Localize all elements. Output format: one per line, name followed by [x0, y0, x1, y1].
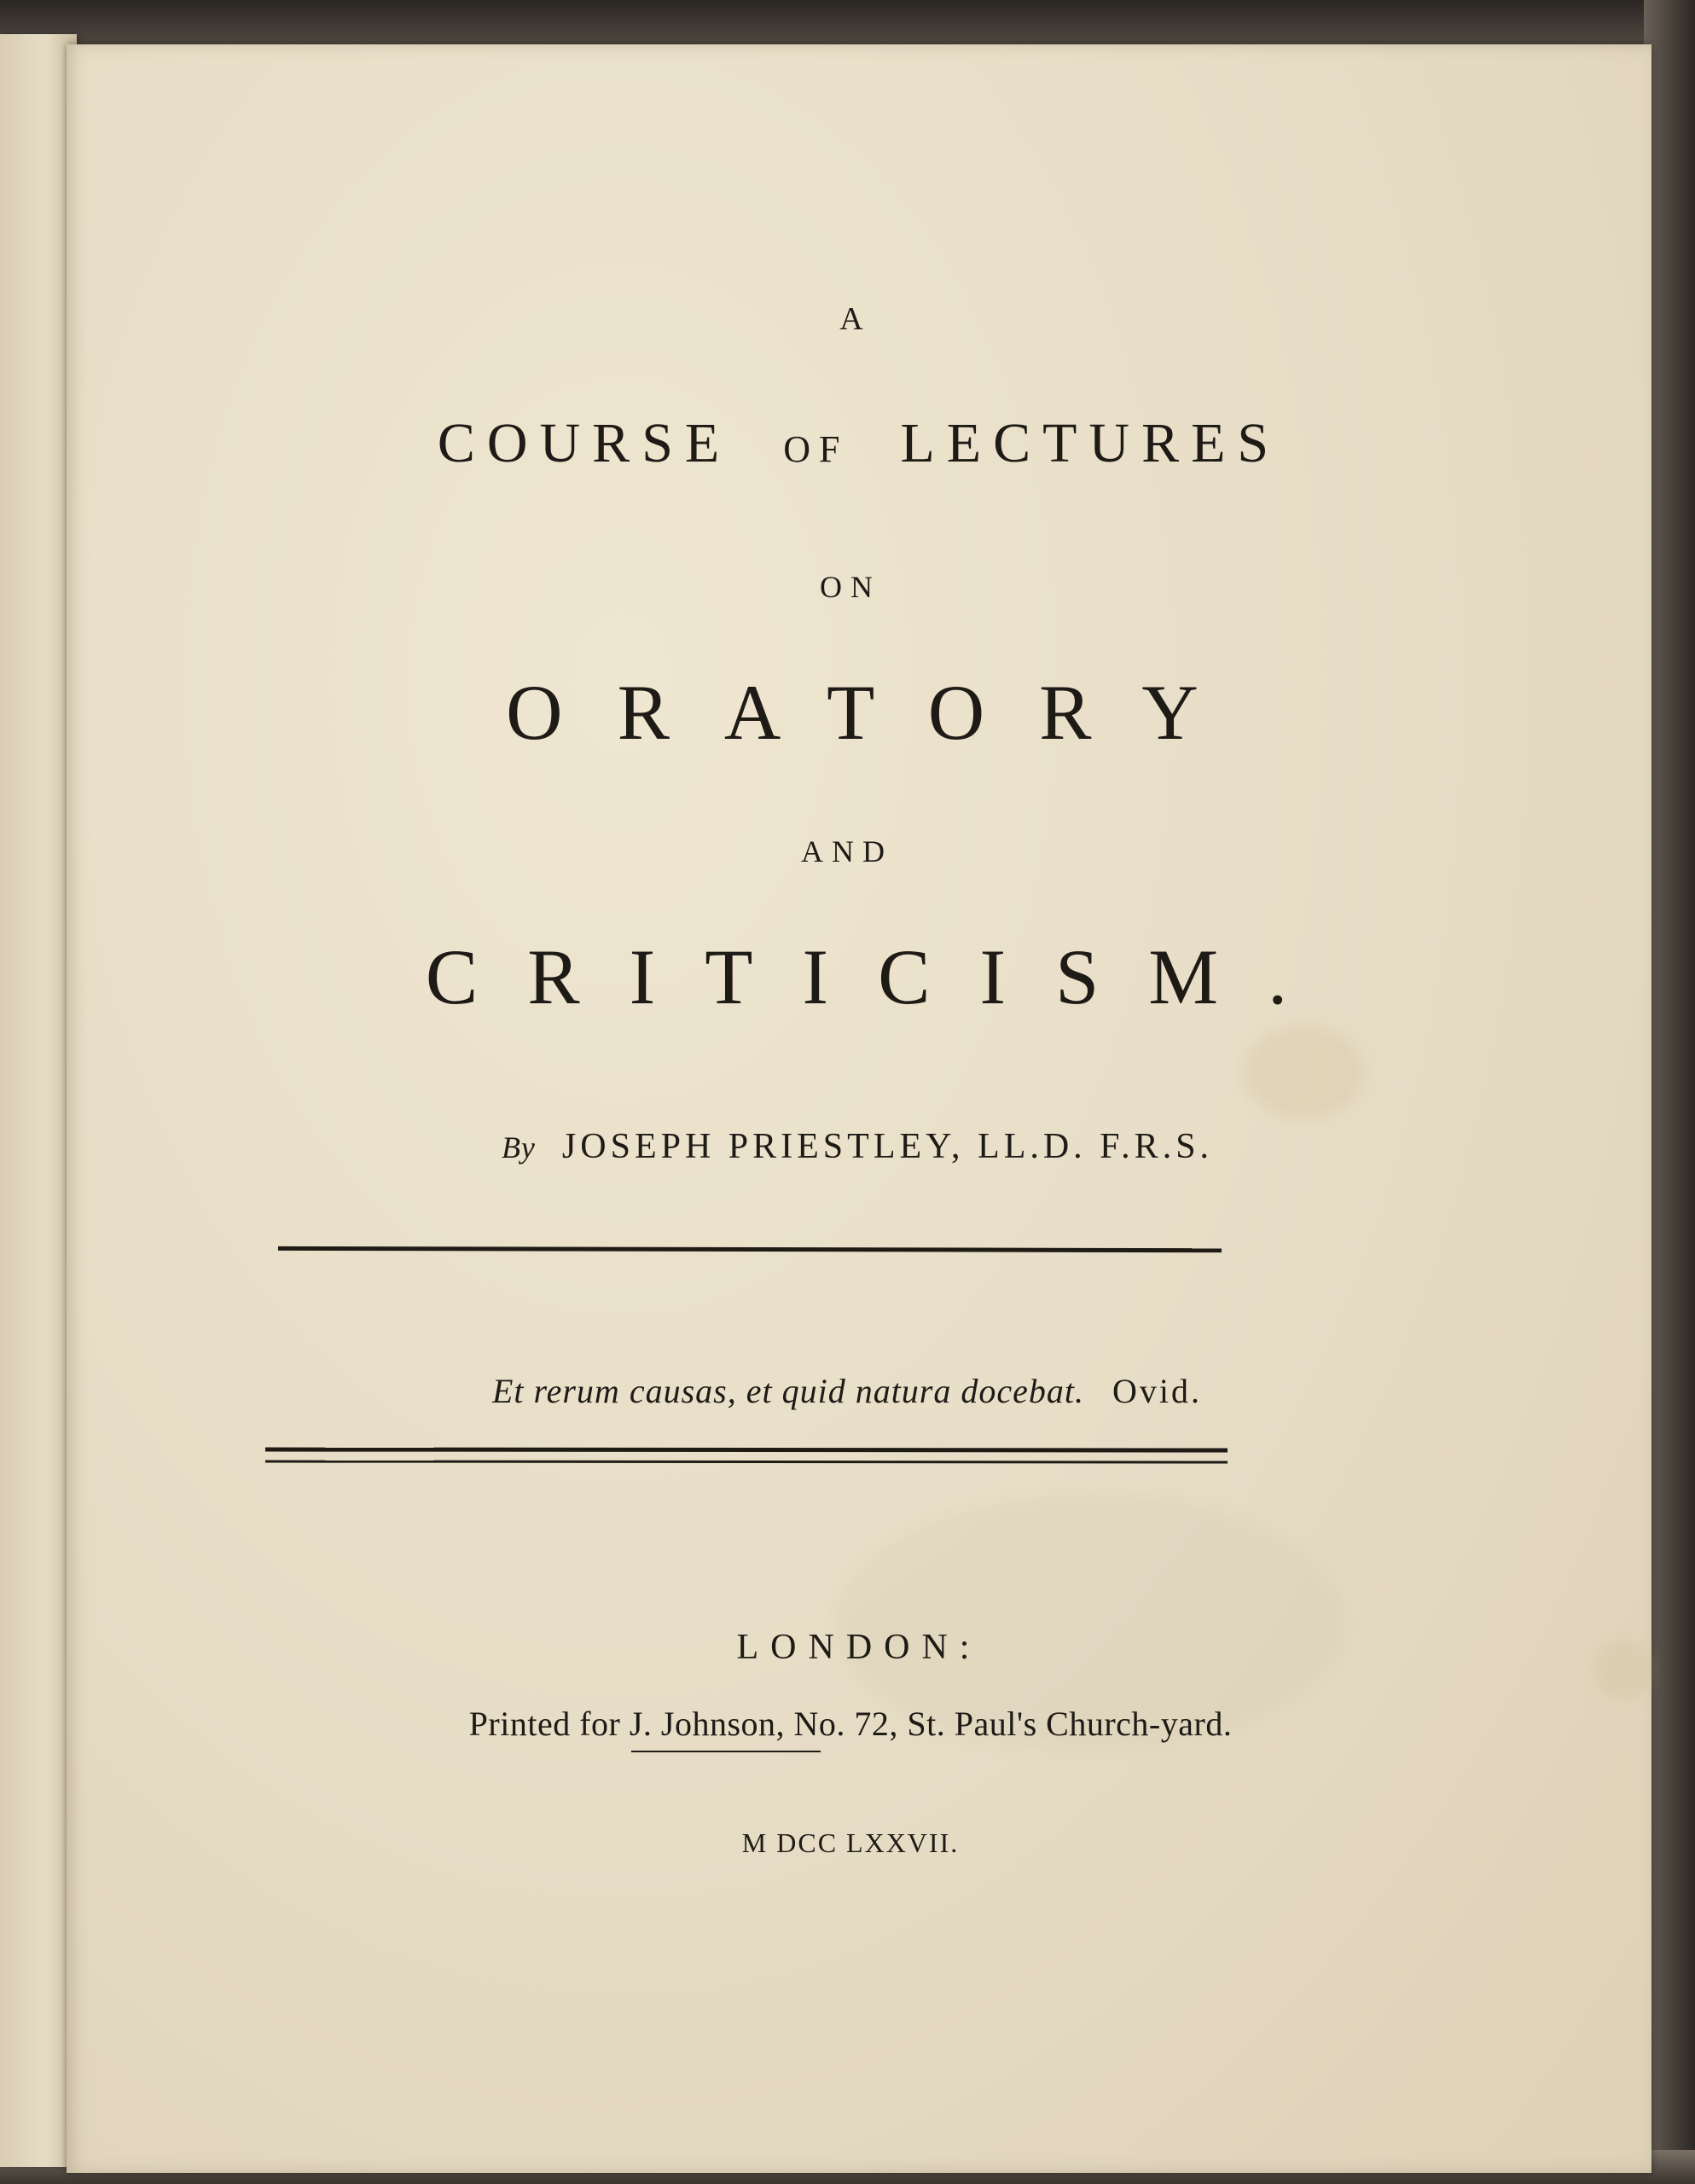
imprint-printer: Printed for J. Johnson, No. 72, St. Paul's Church-yard. — [468, 1705, 1233, 1743]
title-word-of: OF — [783, 428, 849, 470]
title-word-and: AND — [801, 834, 893, 868]
double-rule-top — [265, 1448, 1228, 1453]
title-line-course — [67, 411, 1651, 476]
title-page — [67, 44, 1651, 2173]
background-right — [1644, 0, 1695, 2184]
title-word-course: COURSE — [437, 412, 732, 474]
imprint-city: LONDON: — [736, 1628, 982, 1667]
foxing-spot — [1244, 1025, 1363, 1119]
epigraph — [55, 1371, 1640, 1411]
title-word-criticism: CRITICISM. — [425, 933, 1338, 1020]
author-name: JOSEPH PRIESTLEY, LL.D. F.R.S. — [561, 1127, 1214, 1166]
short-rule — [631, 1751, 821, 1752]
title-word-oratory: ORATORY — [506, 669, 1253, 756]
rule-divider — [278, 1246, 1222, 1252]
imprint-date: M DCC LXXVII. — [741, 1827, 960, 1858]
author-line — [65, 1126, 1650, 1167]
by-word: By — [501, 1130, 536, 1165]
title-word-lectures: LECTURES — [900, 412, 1281, 474]
epigraph-text: Et rerum causas, et quid natura docebat. — [491, 1372, 1084, 1410]
title-article: A — [839, 301, 868, 337]
epigraph-source: Ovid. — [1112, 1372, 1202, 1410]
title-word-on: ON — [820, 570, 881, 604]
double-rule-bottom — [265, 1461, 1228, 1464]
